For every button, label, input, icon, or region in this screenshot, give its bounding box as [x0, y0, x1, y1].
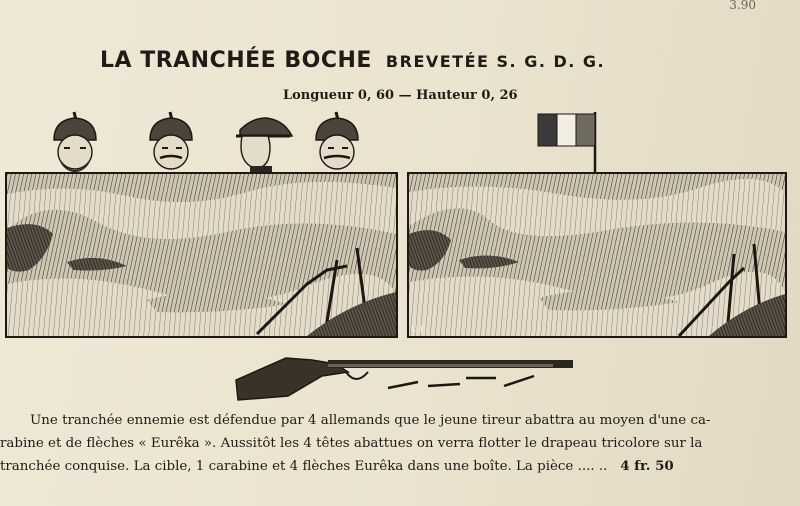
- soldier-head-1: [54, 112, 96, 172]
- artist-signature: K.B: [411, 325, 426, 335]
- corner-price: 3.90: [729, 0, 756, 12]
- eureka-carbine-and-darts: [228, 350, 588, 402]
- product-description: [0, 409, 800, 478]
- description-line-3: [0, 455, 800, 478]
- soldier-head-4: [316, 112, 358, 169]
- trench-panel-conquered: [407, 172, 787, 338]
- tricolor-flag: [534, 112, 604, 176]
- dimensions-line: Longueur 0, 60 — Hauteur 0, 26: [283, 88, 518, 103]
- description-line-1: Une tranchée ennemie est défendue par 4 allemands que le jeune tireur abattra au moyen d'une ca-: [30, 413, 711, 428]
- trench-panel-defended: [5, 172, 398, 338]
- darts: [388, 376, 534, 388]
- trench-landscape-illustration: [409, 174, 785, 336]
- product-name: LA TRANCHÉE BOCHE: [100, 48, 372, 73]
- soldier-head-2: [150, 112, 192, 169]
- trench-landscape-illustration: [7, 174, 396, 336]
- product-price: 4 fr. 50: [620, 458, 674, 474]
- soldier-heads-target: [0, 108, 800, 178]
- catalog-title: [100, 48, 605, 73]
- soldier-head-3: [236, 118, 292, 172]
- description-line-2: rabine et de flèches « Eurêka ». Aussitôt les 4 têtes abattues on verra flotter le drapeau tricolore sur la: [0, 436, 703, 451]
- patent-mark: BREVETÉE S. G. D. G.: [385, 52, 606, 71]
- description-line-3-text: tranchée conquise. La cible, 1 carabine et 4 flèches Eurêka dans une boîte. La pièce .... ..: [0, 459, 608, 474]
